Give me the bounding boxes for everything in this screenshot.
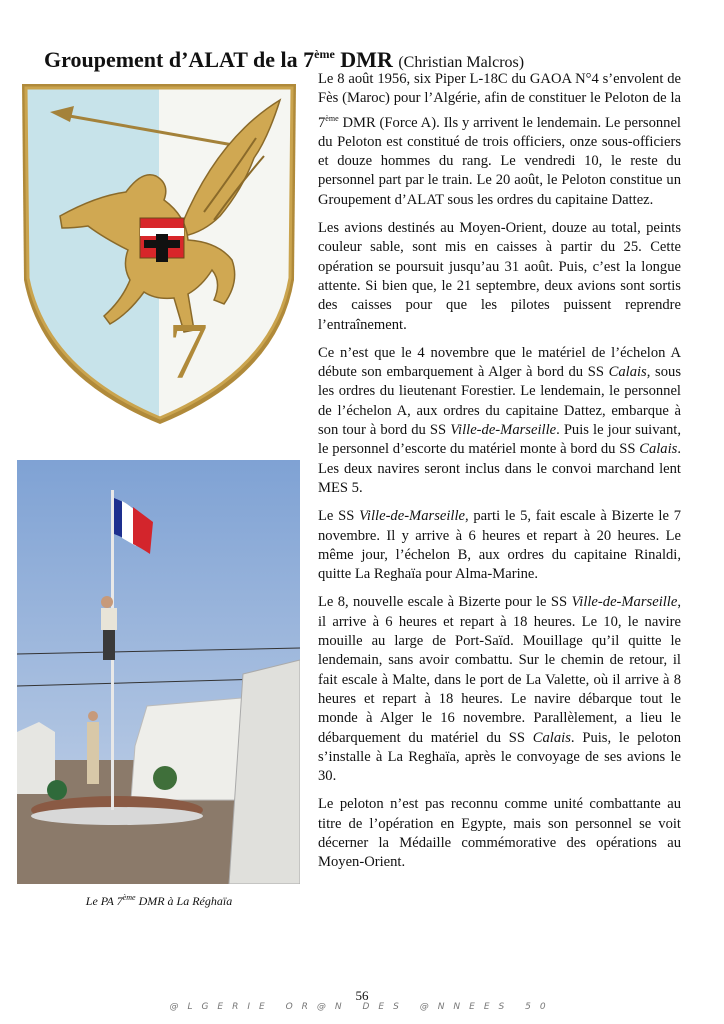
- paragraph-3: Ce n’est que le 4 novembre que le matériel de l’échelon A débute son embarquement à Alger à bord du SS Calais, sous les ordres du lieutenant Forestier. Le lendemain, le personnel de l’échelon A, aux ordres du capitaine Dattez, embarque à son tour à bord du SS Ville-de-Marseille. Puis le jour suivant, le personnel d’escorte du matériel monte à bord du SS Calais. Les deux navires seront inclus dans le convoi marchand lent MES 5.: [318, 344, 681, 496]
- flag-photo: [17, 460, 300, 884]
- page-number: 56: [355, 988, 369, 1003]
- paragraph-4: Le SS Ville-de-Marseille, parti le 5, fait escale à Bizerte le 7 novembre. Il y arrive à 6 heures et repart à 20 heures. Le même jour, l’échelon B, aux ordres du capitaine Rinaldi, quitte La Reghaïa pour Alma-Marine.: [318, 508, 681, 583]
- paragraph-1: Le 8 août 1956, six Piper L-18C du GAOA N°4 s’envolent de Fès (Maroc) pour l’Algérie, afin de constituer le Peloton de la 7ème DMR (Force A). Ils y arrivent le lendemain. Le personnel du Peloton est constitué de trois officiers, onze sous-officiers et douze hommes du rang. Le vendredi 10, le reste du personnel part par le train. Le 20 août, le Peloton constitue un Groupement d’ALAT sous les ordres du capitaine Dattez.: [318, 71, 681, 208]
- paragraph-2: Les avions destinés au Moyen-Orient, douze au total, peints couleur sable, sont mis en caisses à partir du 25. Cette opération se poursuit jusqu’au 31 août. Puis, c’est la longue attente. Si bien que, le 21 septembre, deux avions sont sortis des caisses pour que les pilotes puissent reprendre l’entraînement.: [318, 220, 681, 333]
- article-body: [318, 70, 681, 882]
- paragraph-5: Le 8, nouvelle escale à Bizerte pour le SS Ville-de-Marseille, il arrive à 6 heures et repart à 18 heures. Le 10, le navire mouille au large de Port-Saïd. Mouillage qu’il quitte le lendemain, sans avoir combattu. Sur le chemin de retour, il fait escale à Malte, dans le port de La Valette, où il arrive à 8 heures et repart à 18 heures. Le navire débarque tout le monde à Alger le 16 novembre. Parallèlement, a lieu le débarquement du matériel du SS Calais. Puis, le peloton s’installe à La Reghaïa, après le convoyage de ses avions le 30.: [318, 594, 681, 785]
- running-footer: @LGERIE OR@N DES @NNEES 50: [169, 1002, 555, 1012]
- author-credit: (Christian Malcros): [398, 54, 525, 71]
- unit-insignia: [18, 78, 300, 426]
- paragraph-6: Le peloton n’est pas reconnu comme unité combattante au titre de l’opération en Egypte, mais son personnel se voit décerner la Médaille commémorative des opérations au Moyen-Orient.: [318, 796, 681, 871]
- unit-number: 7: [168, 308, 208, 396]
- photo-caption: Le PA 7ème DMR à La Réghaïa: [85, 893, 233, 908]
- page-title: Groupement d’ALAT de la 7ème DMR (Christian Malcros): [44, 47, 525, 72]
